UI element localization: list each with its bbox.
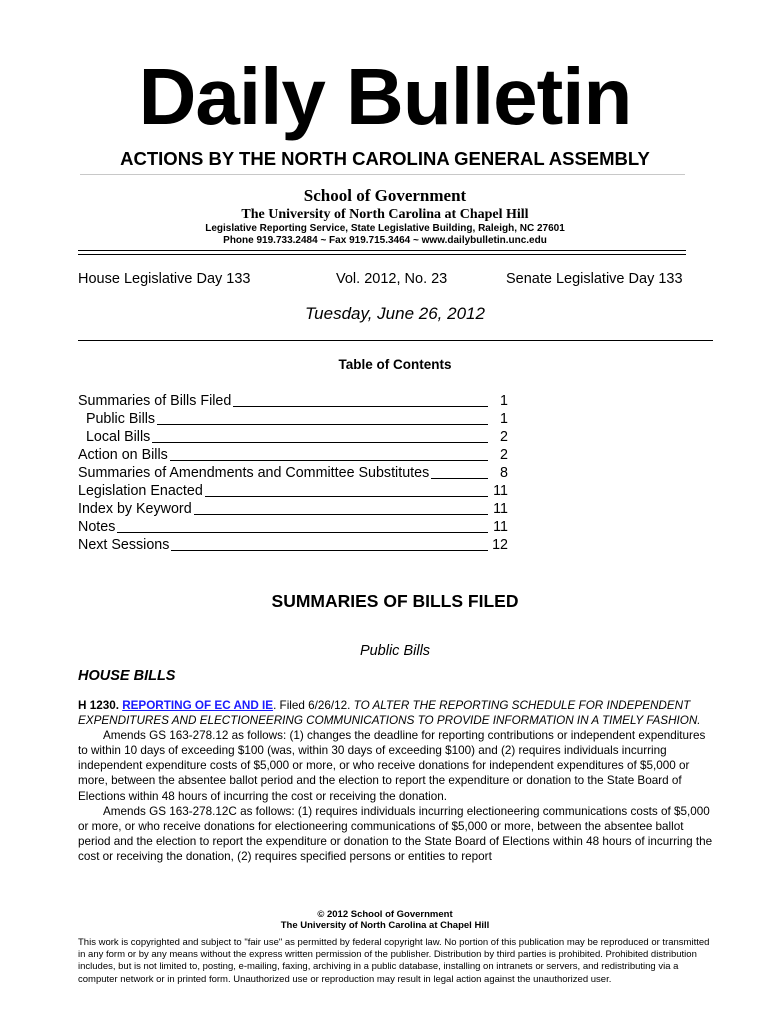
toc-entry-page: 8 bbox=[500, 465, 508, 481]
toc-entry-page: 2 bbox=[500, 429, 508, 445]
copyright-line: © 2012 School of Government bbox=[317, 909, 453, 920]
toc-entry-label: Local Bills bbox=[78, 429, 151, 445]
university-name: The University of North Carolina at Chapel Hill bbox=[241, 207, 529, 222]
toc-entry-page: 11 bbox=[493, 501, 508, 517]
legal-notice: This work is copyrighted and subject to "fair use" as permitted by federal copyright law. No portion of this publication may be reproduced or transmitted in any form or by any means without the express written permission of the publisher. Distribution by third parties is prohibited. Prohibited distribution includes, but is not limited to, posting, e-mailing, faxing, archiving in a public database, installing on intranets or servers, and redistributing via a computer network or in printed form. Unauthorized use or reproduction may result in legal action against the unauthorized user. bbox=[78, 937, 710, 985]
divider bbox=[80, 174, 685, 175]
double-divider bbox=[78, 250, 686, 255]
bill-title-link[interactable]: REPORTING OF EC AND IE bbox=[122, 699, 274, 712]
bill-filed-date: . Filed 6/26/12. bbox=[273, 699, 351, 712]
toc-entry-page: 11 bbox=[493, 519, 508, 535]
chamber-heading: HOUSE BILLS bbox=[78, 668, 176, 684]
toc-entry-page: 1 bbox=[500, 393, 508, 409]
school-name: School of Government bbox=[303, 186, 467, 205]
toc-entry-label: Notes bbox=[78, 519, 116, 535]
contact-line: Phone 919.733.2484 ~ Fax 919.715.3464 ~ www.dailybulletin.unc.edu bbox=[223, 235, 547, 246]
footer-credits bbox=[0, 909, 770, 931]
bill-header bbox=[78, 698, 713, 728]
bill-summary bbox=[78, 698, 713, 864]
bill-purpose: TO ALTER THE REPORTING SCHEDULE FOR INDEPENDENT EXPENDITURES AND ELECTIONEERING COMMUNICATIONS TO PROVIDE INFORMATION IN A TIMELY FASHION. bbox=[78, 699, 701, 728]
toc-entry-label: Legislation Enacted bbox=[78, 483, 203, 499]
toc-entry-page: 1 bbox=[500, 411, 508, 427]
toc-entry[interactable] bbox=[78, 428, 508, 446]
toc-entry-label: Public Bills bbox=[78, 411, 156, 427]
toc-entry[interactable] bbox=[78, 500, 508, 518]
toc-entry[interactable] bbox=[78, 464, 508, 482]
toc-entry-label: Next Sessions bbox=[78, 537, 170, 553]
leader-line bbox=[431, 478, 488, 479]
divider bbox=[78, 340, 713, 341]
house-legislative-day: House Legislative Day 133 bbox=[78, 271, 251, 287]
leader-line bbox=[152, 442, 488, 443]
section-heading: SUMMARIES OF BILLS FILED bbox=[271, 591, 519, 611]
senate-legislative-day: Senate Legislative Day 133 bbox=[506, 271, 683, 287]
footer-university: The University of North Carolina at Chapel Hill bbox=[280, 920, 490, 931]
table-of-contents bbox=[78, 392, 508, 554]
service-address: Legislative Reporting Service, State Legislative Building, Raleigh, NC 27601 bbox=[205, 223, 565, 234]
toc-entry-label: Action on Bills bbox=[78, 447, 168, 463]
toc-entry-page: 2 bbox=[500, 447, 508, 463]
bill-number: H 1230. bbox=[78, 699, 119, 712]
masthead-title: Daily Bulletin bbox=[138, 52, 632, 141]
toc-entry-page: 12 bbox=[492, 537, 508, 553]
bill-paragraph: Amends GS 163-278.12C as follows: (1) requires individuals incurring electioneering communications costs of $5,000 or more, or who receive donations for electioneering communications of $5,000 or more, between the absentee ballot period and the election to report the expenditure or donation to the State Board of Elections within 48 hours of incurring the cost or receiving the donation, (2) requires specified persons or entities to report bbox=[78, 804, 713, 863]
toc-entry[interactable] bbox=[78, 410, 508, 428]
issue-date: Tuesday, June 26, 2012 bbox=[305, 304, 485, 323]
leader-line bbox=[171, 550, 488, 551]
toc-entry-label: Summaries of Amendments and Committee Substitutes bbox=[78, 465, 430, 481]
toc-entry-page: 11 bbox=[493, 483, 508, 499]
toc-entry[interactable] bbox=[78, 482, 508, 500]
toc-entry[interactable] bbox=[78, 536, 508, 554]
leader-line bbox=[205, 496, 488, 497]
leader-line bbox=[233, 406, 488, 407]
section-subheading: Public Bills bbox=[359, 643, 431, 659]
toc-entry[interactable] bbox=[78, 392, 508, 410]
toc-entry-label: Index by Keyword bbox=[78, 501, 192, 517]
leader-line bbox=[170, 460, 488, 461]
toc-entry[interactable] bbox=[78, 446, 508, 464]
toc-entry[interactable] bbox=[78, 518, 508, 536]
leader-line bbox=[194, 514, 488, 515]
volume-number: Vol. 2012, No. 23 bbox=[336, 271, 448, 287]
toc-title: Table of Contents bbox=[338, 357, 452, 372]
leader-line bbox=[157, 424, 488, 425]
toc-entry-label: Summaries of Bills Filed bbox=[78, 393, 232, 409]
masthead-subtitle: ACTIONS BY THE NORTH CAROLINA GENERAL ASSEMBLY bbox=[120, 148, 650, 169]
leader-line bbox=[117, 532, 488, 533]
bill-paragraph: Amends GS 163-278.12 as follows: (1) changes the deadline for reporting contributions or independent expenditures to within 10 days of exceeding $100 (was, within 30 days of exceeding $100) and (2) requires individuals incurring independent expenditure costs of $5,000 or more, or who receive donations for independent expenditures of $5,000 or more, between the absentee ballot period and the election to report the expenditure or donation to the State Board of Elections within 48 hours of incurring the cost or receiving the donation. bbox=[78, 729, 706, 803]
